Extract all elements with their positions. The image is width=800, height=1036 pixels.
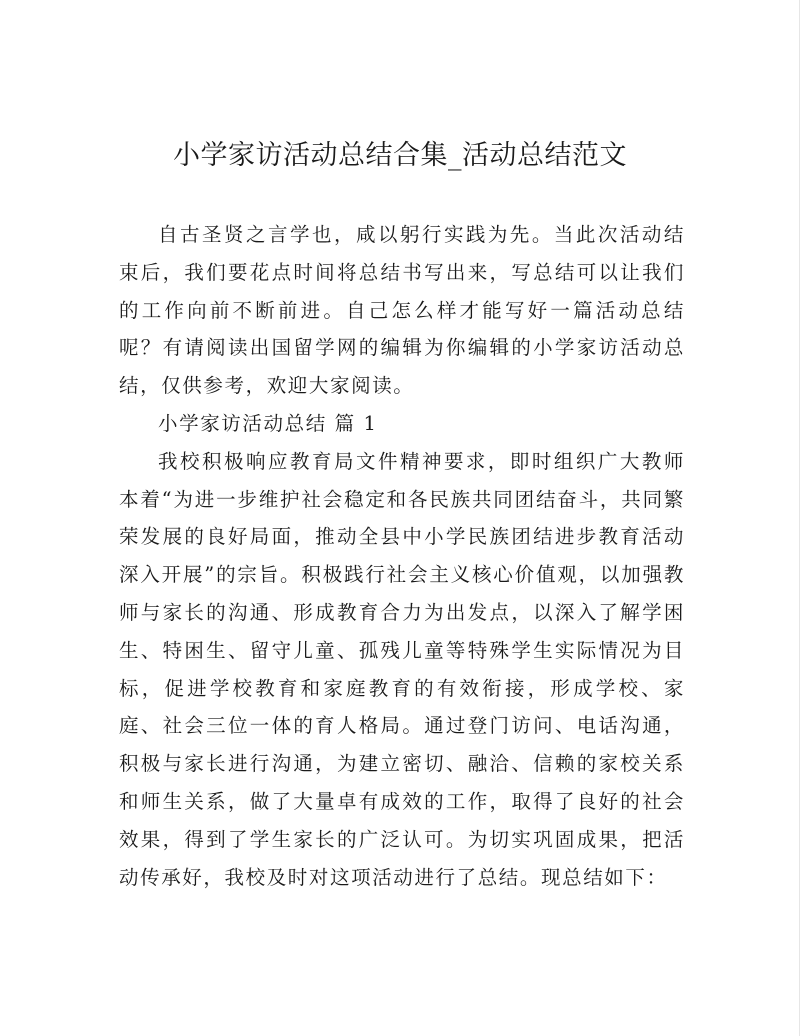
body-paragraph: 我校积极响应教育局文件精神要求，即时组织广大教师本着“为进一步维护社会稳定和各民族共同团结奋斗，共同繁荣发展的良好局面，推动全县中小学民族团结进步教育活动深入开展”的宗旨。积极践行社会主义核心价值观，以加强教师与家长的沟通、形成教育合力为出发点，以深入了解学困生、特困生、留守儿童、孤残儿童等特殊学生实际情况为目标，促进学校教育和家庭教育的有效衔接，形成学校、家庭、社会三位一体的育人格局。通过登门访问、电话沟通，积极与家长进行沟通，为建立密切、融洽、信赖的家校关系和师生关系，做了大量卓有成效的工作，取得了良好的社会效果，得到了学生家长的广泛认可。为切实巩固成果，把活动传承好，我校及时对这项活动进行了总结。现总结如下： <box>119 449 685 889</box>
intro-paragraph: 自古圣贤之言学也，咸以躬行实践为先。当此次活动结束后，我们要花点时间将总结书写出来，写总结可以让我们的工作向前不断前进。自己怎么样才能写好一篇活动总结呢？有请阅读出国留学网的编辑为你编辑的小学家访活动总结，仅供参考，欢迎大家阅读。 <box>119 223 685 398</box>
document-body <box>119 216 685 896</box>
section-heading: 小学家访活动总结 篇 1 <box>158 411 378 435</box>
document-title: 小学家访活动总结合集_活动总结范文 <box>173 140 627 171</box>
